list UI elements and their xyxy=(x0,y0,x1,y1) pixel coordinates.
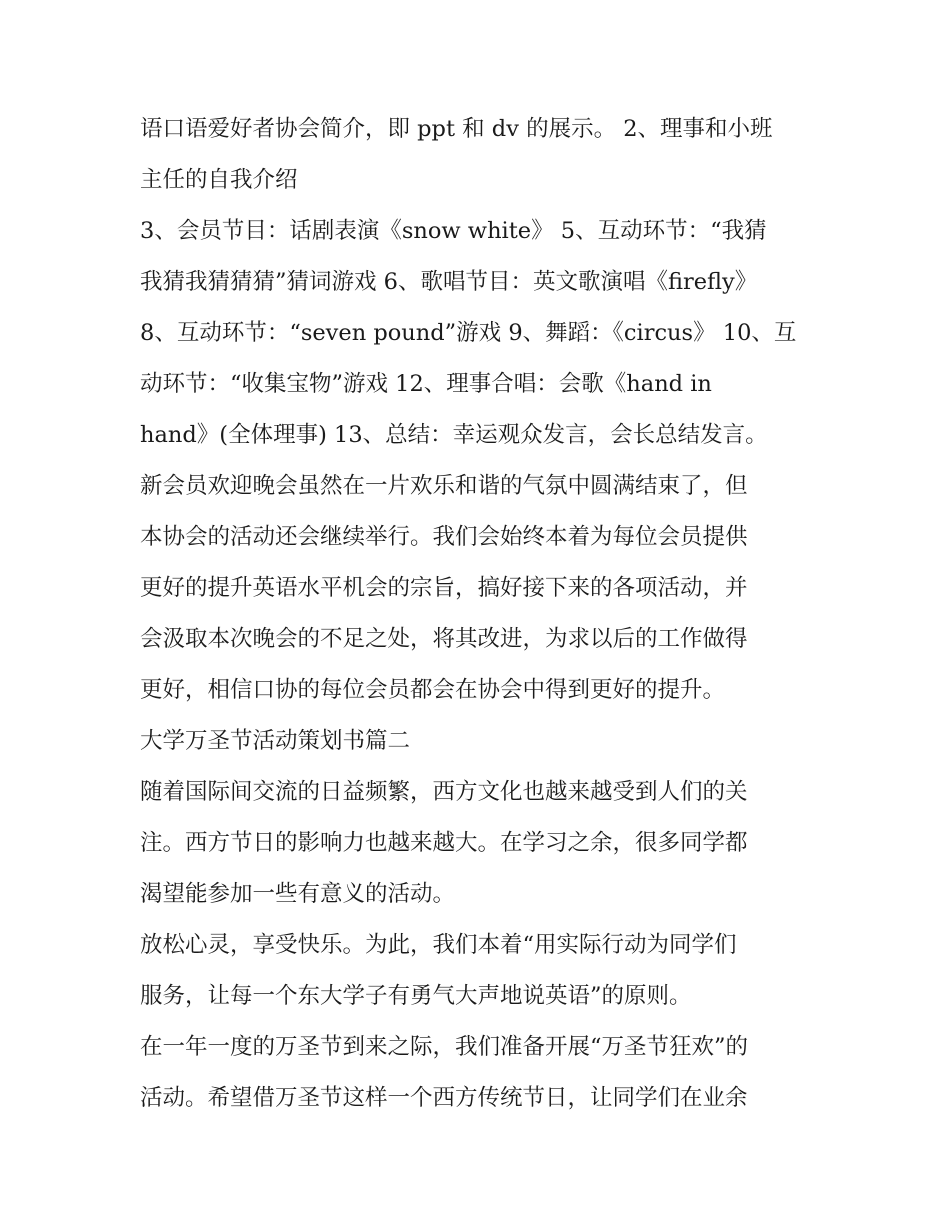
text-line: 新会员欢迎晚会虽然在一片欢乐和谐的气氛中圆满结束了，但 xyxy=(140,473,748,499)
text-line: 放松心灵，享受快乐。为此，我们本着“用实际行动为同学们 xyxy=(140,932,737,958)
text-line: 语口语爱好者协会简介，即 ppt 和 dv 的展示。 2、理事和小班 xyxy=(140,116,773,142)
text-line: 注。西方节日的影响力也越来越大。在学习之余，很多同学都 xyxy=(140,830,748,856)
document-body xyxy=(140,104,820,1124)
text-line: 活动。希望借万圣节这样一个西方传统节日，让同学们在业余 xyxy=(140,1085,748,1111)
text-line: hand》(全体理事) 13、总结：幸运观众发言，会长总结发言。 xyxy=(140,422,768,448)
text-line: 渴望能参加一些有意义的活动。 xyxy=(140,881,456,907)
text-line: 主任的自我介绍 xyxy=(140,167,298,193)
text-line: 在一年一度的万圣节到来之际，我们准备开展“万圣节狂欢”的 xyxy=(140,1034,749,1060)
text-line: 本协会的活动还会继续举行。我们会始终本着为每位会员提供 xyxy=(140,524,748,550)
text-line: 更好的提升英语水平机会的宗旨，搞好接下来的各项活动，并 xyxy=(140,575,748,601)
text-line: 3、会员节目：话剧表演《snow white》 5、互动环节：“我猜 xyxy=(140,218,767,244)
text-line: 会汲取本次晚会的不足之处，将其改进，为求以后的工作做得 xyxy=(140,626,748,652)
text-line: 服务，让每一个东大学子有勇气大声地说英语”的原则。 xyxy=(140,983,692,1009)
text-line: 8、互动环节：“seven pound”游戏 9、舞蹈：《circus》 10、互 xyxy=(140,320,797,346)
text-line: 更好，相信口协的每位会员都会在协会中得到更好的提升。 xyxy=(140,677,726,703)
text-line: 我猜我猜猜猜”猜词游戏 6、歌唱节目：英文歌演唱《firefly》 xyxy=(140,269,758,295)
section-heading: 大学万圣节活动策划书篇二 xyxy=(140,728,411,754)
text-line: 随着国际间交流的日益频繁，西方文化也越来越受到人们的关 xyxy=(140,779,748,805)
text-line: 动环节：“收集宝物”游戏 12、理事合唱：会歌《hand in xyxy=(140,371,712,397)
